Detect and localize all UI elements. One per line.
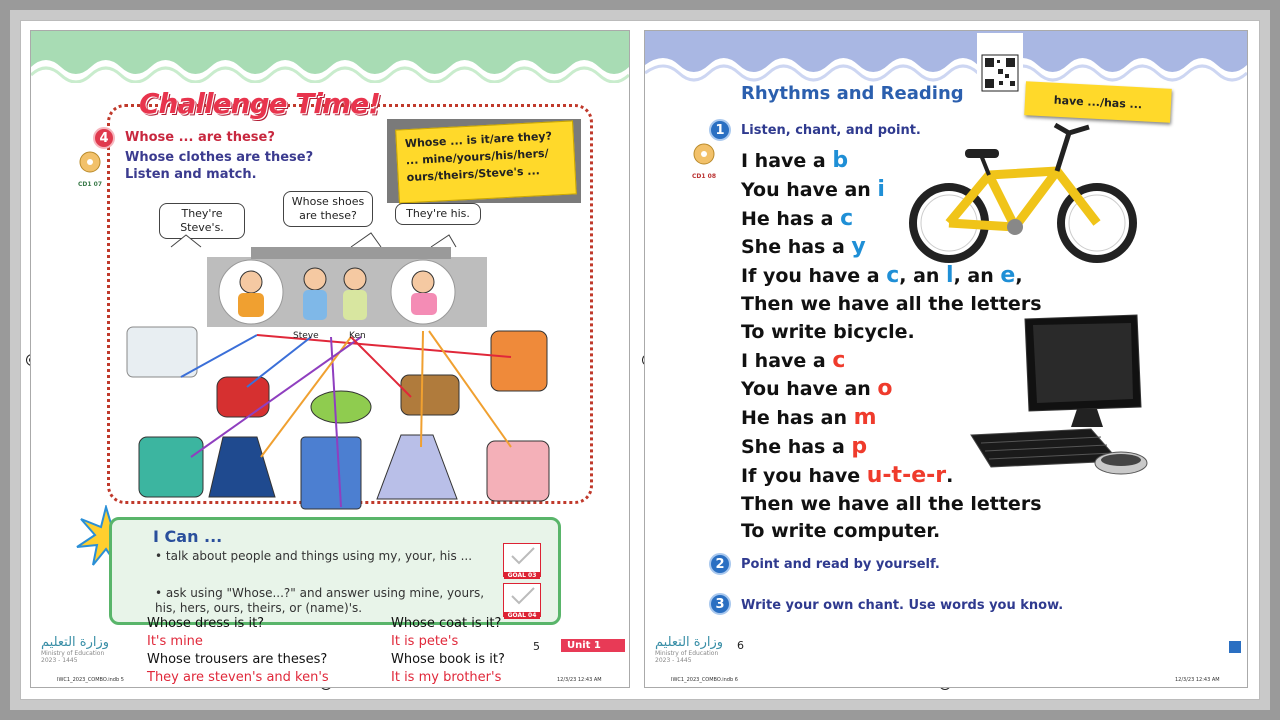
- grammar-tag: have .../has ...: [1024, 81, 1172, 123]
- chant-line: To write computer.: [741, 520, 941, 543]
- answer-a1: It's mine: [147, 634, 203, 649]
- ican-item-1-text: talk about people and things using my, your, his ...: [165, 549, 473, 563]
- speech-bubble-steves: They're Steve's.: [159, 203, 245, 239]
- check-icon: [504, 544, 540, 568]
- answer-a2: They are steven's and ken's: [147, 670, 329, 685]
- step-1-instruction: Listen, chant, and point.: [741, 123, 921, 138]
- chant-line: To write bicycle.: [741, 320, 915, 343]
- bicycle-image: [897, 115, 1147, 265]
- chant-line: He has an m: [741, 405, 877, 431]
- cd-icon: [691, 143, 717, 169]
- challenge-title: Challenge Time!: [139, 87, 380, 120]
- ministry-logo: [41, 635, 109, 664]
- right-page: [644, 30, 1248, 688]
- name-label-steve: Steve: [293, 331, 319, 341]
- match-illustration: [111, 227, 581, 517]
- chant-line: Then we have all the letters: [741, 492, 1042, 515]
- ministry-year: 2023 - 1445: [655, 657, 692, 664]
- left-page: [30, 30, 630, 688]
- instruction-line-2: Listen and match.: [125, 167, 257, 182]
- page-corner-square: [1229, 641, 1241, 653]
- cd-icon: [77, 151, 103, 177]
- qr-code[interactable]: [977, 33, 1023, 93]
- header-wave-blue: [645, 31, 1247, 83]
- footer-date: 12/3/23 12:43 AM: [557, 677, 602, 683]
- activity-number-badge: 4: [93, 127, 115, 149]
- speech-bubble-whose-shoes: Whose shoes are these?: [283, 191, 373, 227]
- goal-label-1: GOAL 03: [504, 572, 540, 579]
- ministry-english: Ministry of Education: [655, 650, 719, 657]
- answer-a4: It is my brother's: [391, 670, 502, 685]
- activity-heading: Whose ... are these?: [125, 130, 275, 145]
- grammar-line-3: ours/theirs/Steve's ...: [406, 164, 541, 185]
- footer-date: 12/3/23 12:43 AM: [1175, 677, 1220, 683]
- chant-line: Then we have all the letters: [741, 292, 1042, 315]
- chant-line: You have an i: [741, 176, 885, 202]
- unit-tag: Unit 1: [561, 639, 625, 652]
- step-3-badge: 3: [709, 593, 731, 615]
- section-title: Rhythms and Reading: [741, 83, 964, 104]
- goal-checkbox-1[interactable]: [503, 543, 541, 577]
- ministry-year: 2023 - 1445: [41, 657, 78, 664]
- instruction-line-1: Whose clothes are these?: [125, 150, 314, 165]
- answer-q2: Whose trousers are theses?: [147, 652, 328, 667]
- cd-audio[interactable]: [77, 151, 103, 188]
- step-1-badge: 1: [709, 119, 731, 141]
- ministry-arabic: وزارة التعليم: [655, 635, 724, 650]
- ministry-logo: [655, 635, 723, 664]
- speech-bubble-his: They're his.: [395, 203, 481, 225]
- answer-a3: It is pete's: [391, 634, 459, 649]
- goal-label-2: GOAL 04: [504, 612, 540, 619]
- grammar-line-2: ... mine/yours/his/hers/: [405, 146, 549, 168]
- ministry-english: Ministry of Education: [41, 650, 105, 657]
- grammar-box: [387, 119, 581, 203]
- cd-label: CD1 08: [692, 173, 716, 180]
- ican-item-1: • talk about people and things using my, your, his ...: [155, 549, 473, 563]
- ican-title: I Can ...: [153, 527, 223, 546]
- chant-line: You have an o: [741, 376, 893, 402]
- chant-line: He has a c: [741, 205, 854, 231]
- answer-q3: Whose coat is it?: [391, 616, 502, 631]
- goal-checkbox-2[interactable]: [503, 583, 541, 617]
- header-wave-green: [31, 31, 629, 83]
- answer-q1: Whose dress is it?: [147, 616, 265, 631]
- check-icon: [504, 584, 540, 608]
- chant-line: If you have u-t-e-r.: [741, 462, 954, 488]
- computer-image: [967, 311, 1157, 481]
- footer-file: IWC1_2023_COMBO.indb 6: [671, 677, 738, 683]
- ican-item-2: • ask using "Whose...?" and answer using mine, yours, his, hers, ours, theirs, or (name)'s.: [155, 586, 485, 615]
- cd-audio[interactable]: [691, 143, 717, 180]
- footer-file: IWC1_2023_COMBO.indb 5: [57, 677, 124, 683]
- step-3-instruction: Write your own chant. Use words you know.: [741, 598, 1064, 613]
- page-number: 5: [533, 640, 540, 653]
- cd-label: CD1 07: [78, 181, 102, 188]
- answer-q4: Whose book is it?: [391, 652, 505, 667]
- chant-line: She has a y: [741, 234, 866, 260]
- chant-line: I have a b: [741, 148, 849, 173]
- ministry-arabic: وزارة التعليم: [41, 635, 110, 650]
- chant-line: She has a p: [741, 433, 868, 459]
- name-label-ken: Ken: [349, 331, 366, 341]
- chant-line: If you have a c, an l, an e,: [741, 263, 1023, 289]
- step-2-badge: 2: [709, 553, 731, 575]
- qr-code-icon: [977, 33, 1023, 93]
- chant-line: I have a c: [741, 347, 846, 373]
- page-number: 6: [737, 639, 744, 652]
- step-2-instruction: Point and read by yourself.: [741, 557, 940, 572]
- ican-item-2-text: ask using "Whose...?" and answer using mine, yours, his, hers, ours, theirs, or (name)'s.: [155, 586, 485, 615]
- grammar-line-1: Whose ... is it/are they?: [404, 129, 553, 151]
